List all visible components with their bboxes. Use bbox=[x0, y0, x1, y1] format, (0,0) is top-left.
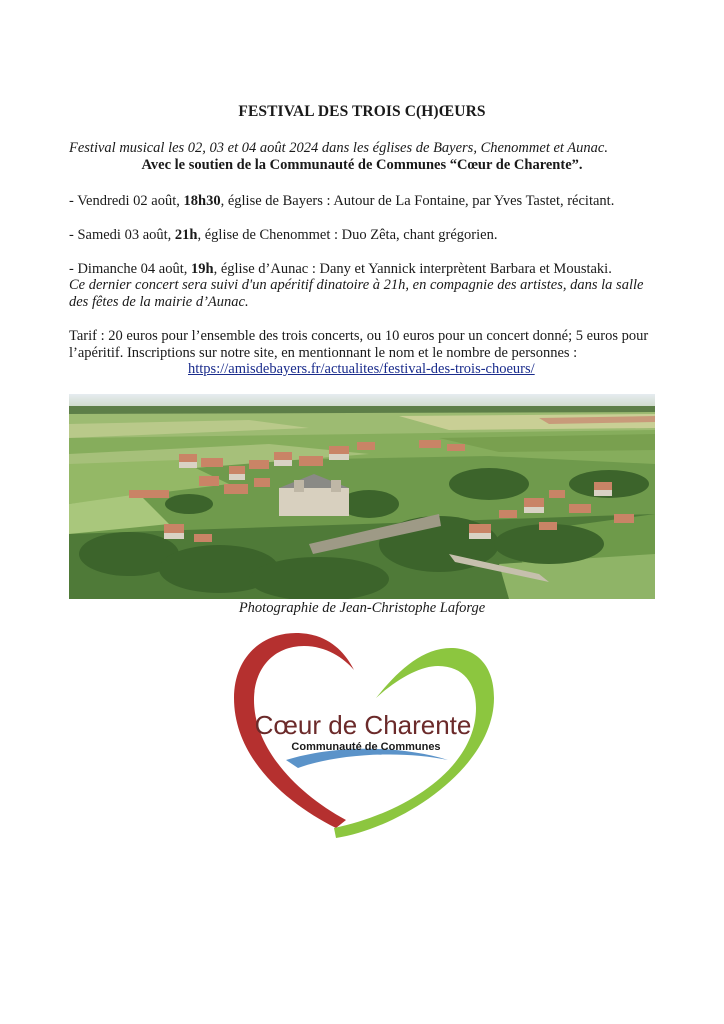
concert-details: , église d’Aunac : Dany et Yannick interprètent Barbara et Moustaki. bbox=[213, 261, 612, 277]
concert-time: 21h bbox=[174, 227, 198, 243]
concert-time: 19h bbox=[191, 261, 214, 277]
concert-saturday bbox=[69, 227, 497, 244]
concert-friday bbox=[69, 193, 614, 210]
tarif-line-1: Tarif : 20 euros pour l’ensemble des trois concerts, ou 10 euros pour un concert donné; 5 euros pour bbox=[69, 328, 649, 344]
tarif-line-2: l’apéritif. Inscriptions sur notre site, en mentionnant le nom et le nombre de personnes : bbox=[69, 345, 578, 361]
aperitif-note-line-1: Ce dernier concert sera suivi d'un apéritif dinatoire à 21h, en compagnie des artistes, dans la salle bbox=[69, 277, 644, 293]
logo-name: Cœur de Charente bbox=[254, 710, 472, 740]
registration-link[interactable]: https://amisdebayers.fr/actualites/festival-des-trois-choeurs/ bbox=[188, 361, 535, 377]
concert-details: , église de Chenommet : Duo Zêta, chant grégorien. bbox=[197, 227, 498, 243]
aerial-photo-image bbox=[69, 394, 655, 599]
concert-sunday bbox=[69, 261, 612, 278]
festival-title: FESTIVAL DES TROIS C(H)ŒURS bbox=[238, 103, 486, 120]
concert-time: 18h30 bbox=[183, 193, 221, 209]
intro-line: Festival musical les 02, 03 et 04 août 2024 dans les églises de Bayers, Chenommet et Aunac. bbox=[69, 140, 608, 156]
support-line: Avec le soutien de la Communauté de Communes “Cœur de Charente”. bbox=[141, 157, 583, 173]
concert-day: - Dimanche 04 août, bbox=[69, 261, 192, 277]
concert-day: - Vendredi 02 août, bbox=[69, 193, 184, 209]
heart-logo-graphic bbox=[226, 628, 498, 842]
aperitif-note-line-2: des fêtes de la mairie d’Aunac. bbox=[69, 294, 249, 310]
photo-caption: Photographie de Jean-Christophe Laforge bbox=[238, 600, 486, 616]
aerial-photo bbox=[69, 394, 655, 599]
registration-link-row bbox=[188, 361, 535, 378]
concert-details: , église de Bayers : Autour de La Fontaine, par Yves Tastet, récitant. bbox=[220, 193, 615, 209]
logo-subtitle: Communauté de Communes bbox=[291, 741, 441, 753]
coeur-de-charente-logo bbox=[226, 628, 498, 842]
concert-day: - Samedi 03 août, bbox=[69, 227, 175, 243]
